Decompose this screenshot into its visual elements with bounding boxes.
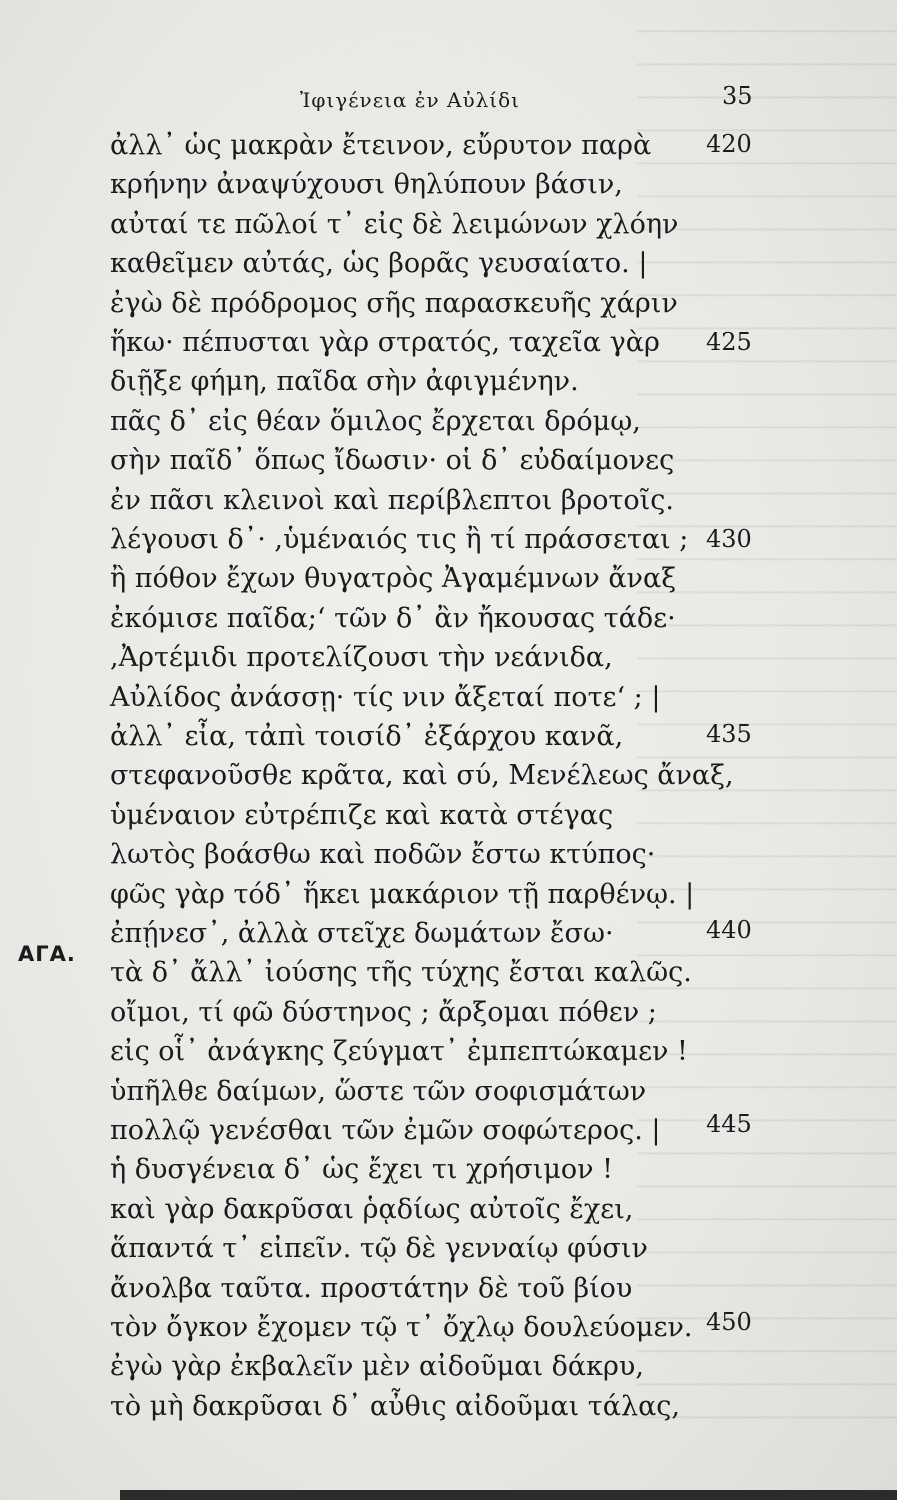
- verse-line: ἥκω· πέπυσται γὰρ στρατός, ταχεῖα γὰρ: [110, 327, 660, 358]
- verse-line: πολλῷ γενέσθαι τῶν ἐμῶν σοφώτερος. |: [110, 1115, 661, 1146]
- line-number: 445: [706, 1110, 752, 1138]
- verse-line: ἀλλ᾽ ὡς μακρὰν ἔτεινον, εὔρυτον παρὰ: [110, 130, 652, 161]
- verse-line: αὐταί τε πῶλοί τ᾽ εἰς δὲ λειμώνων χλόην: [110, 209, 679, 240]
- verse-line: ἄνολβα ταῦτα. προστάτην δὲ τοῦ βίου: [110, 1273, 633, 1304]
- line-number: 440: [706, 916, 752, 944]
- verse-line: λέγουσι δ᾽· ,ὑμέναιός τις ἢ τί πράσσεται ;: [110, 524, 689, 555]
- running-title: Ἰφιγένεια ἐν Αὐλίδι: [299, 88, 521, 112]
- verse-line: σὴν παῖδ᾽ ὅπως ἴδωσιν· οἱ δ᾽ εὐδαίμονες: [110, 445, 675, 476]
- verse-line: λωτὸς βοάσθω καὶ ποδῶν ἔστω κτύπος·: [110, 839, 656, 870]
- line-number: 430: [706, 525, 752, 553]
- line-number: 450: [706, 1308, 752, 1336]
- page-number: 35: [722, 82, 753, 110]
- speaker-label: ΑΓΑ.: [18, 942, 76, 966]
- verse-line: ὑμέναιον εὐτρέπιζε καὶ κατὰ στέγας: [110, 800, 614, 831]
- line-number: 435: [706, 720, 752, 748]
- verse-line: ἐν πᾶσι κλεινοὶ καὶ περίβλεπτοι βροτοῖς.: [110, 485, 674, 516]
- line-number: 420: [706, 130, 752, 158]
- verse-line: διῇξε φήμη, παῖδα σὴν ἀφιγμένην.: [110, 366, 579, 397]
- verse-line: ἐκόμισε παῖδα;‘ τῶν δ᾽ ἂν ἤκουσας τάδε·: [110, 603, 676, 634]
- verse-line: ἡ δυσγένεια δ᾽ ὡς ἔχει τι χρήσιμον !: [110, 1154, 614, 1185]
- verse-line: ἀλλ᾽ εἶα, τἀπὶ τοισίδ᾽ ἐξάρχου κανᾶ,: [110, 721, 624, 752]
- verse-line: τὸν ὄγκον ἔχομεν τῷ τ᾽ ὄχλῳ δουλεύομεν.: [110, 1312, 693, 1343]
- verse-line: φῶς γὰρ τόδ᾽ ἥκει μακάριον τῇ παρθένῳ. |: [110, 879, 695, 910]
- bottom-edge: [120, 1490, 897, 1500]
- line-number: 425: [706, 328, 752, 356]
- verse-line: ὑπῆλθε δαίμων, ὥστε τῶν σοφισμάτων: [110, 1076, 647, 1107]
- verse-line: ἅπαντά τ᾽ εἰπεῖν. τῷ δὲ γενναίῳ φύσιν: [110, 1233, 648, 1264]
- verse-line: ,Ἀρτέμιδι προτελίζουσι τὴν νεάνιδα,: [110, 642, 613, 673]
- verse-line: ἐγὼ γὰρ ἐκβαλεῖν μὲν αἰδοῦμαι δάκρυ,: [110, 1351, 644, 1382]
- verse-line: οἴμοι, τί φῶ δύστηνος ; ἄρξομαι πόθεν ;: [110, 997, 657, 1028]
- verse-line: Αὐλίδος ἀνάσσῃ· τίς νιν ἄξεταί ποτε‘ ; |: [110, 682, 661, 713]
- verse-line: εἰς οἷ᾽ ἀνάγκης ζεύγματ᾽ ἐμπεπτώκαμεν !: [110, 1036, 688, 1067]
- verse-line: καθεῖμεν αὐτάς, ὡς βορᾶς γευσαίατο. |: [110, 248, 648, 279]
- verse-line: τὸ μὴ δακρῦσαι δ᾽ αὖθις αἰδοῦμαι τάλας,: [110, 1391, 681, 1422]
- verse-line: καὶ γὰρ δακρῦσαι ῥᾳδίως αὐτοῖς ἔχει,: [110, 1194, 634, 1225]
- verse-line: κρήνην ἀναψύχουσι θηλύπουν βάσιν,: [110, 169, 623, 200]
- verse-line: πᾶς δ᾽ εἰς θέαν ὅμιλος ἔρχεται δρόμῳ,: [110, 406, 641, 437]
- verse-line: τὰ δ᾽ ἄλλ᾽ ἰούσης τῆς τύχης ἔσται καλῶς.: [110, 957, 692, 988]
- verse-line: ἢ πόθον ἔχων θυγατρὸς Ἀγαμέμνων ἄναξ: [110, 563, 677, 594]
- verse-line: ἐγὼ δὲ πρόδρομος σῆς παρασκευῆς χάριν: [110, 288, 678, 319]
- verse-line: ἐπῄνεσ᾽, ἀλλὰ στεῖχε δωμάτων ἔσω·: [110, 918, 614, 949]
- verse-line: στεφανοῦσθε κρᾶτα, καὶ σύ, Μενέλεως ἄναξ,: [110, 760, 734, 791]
